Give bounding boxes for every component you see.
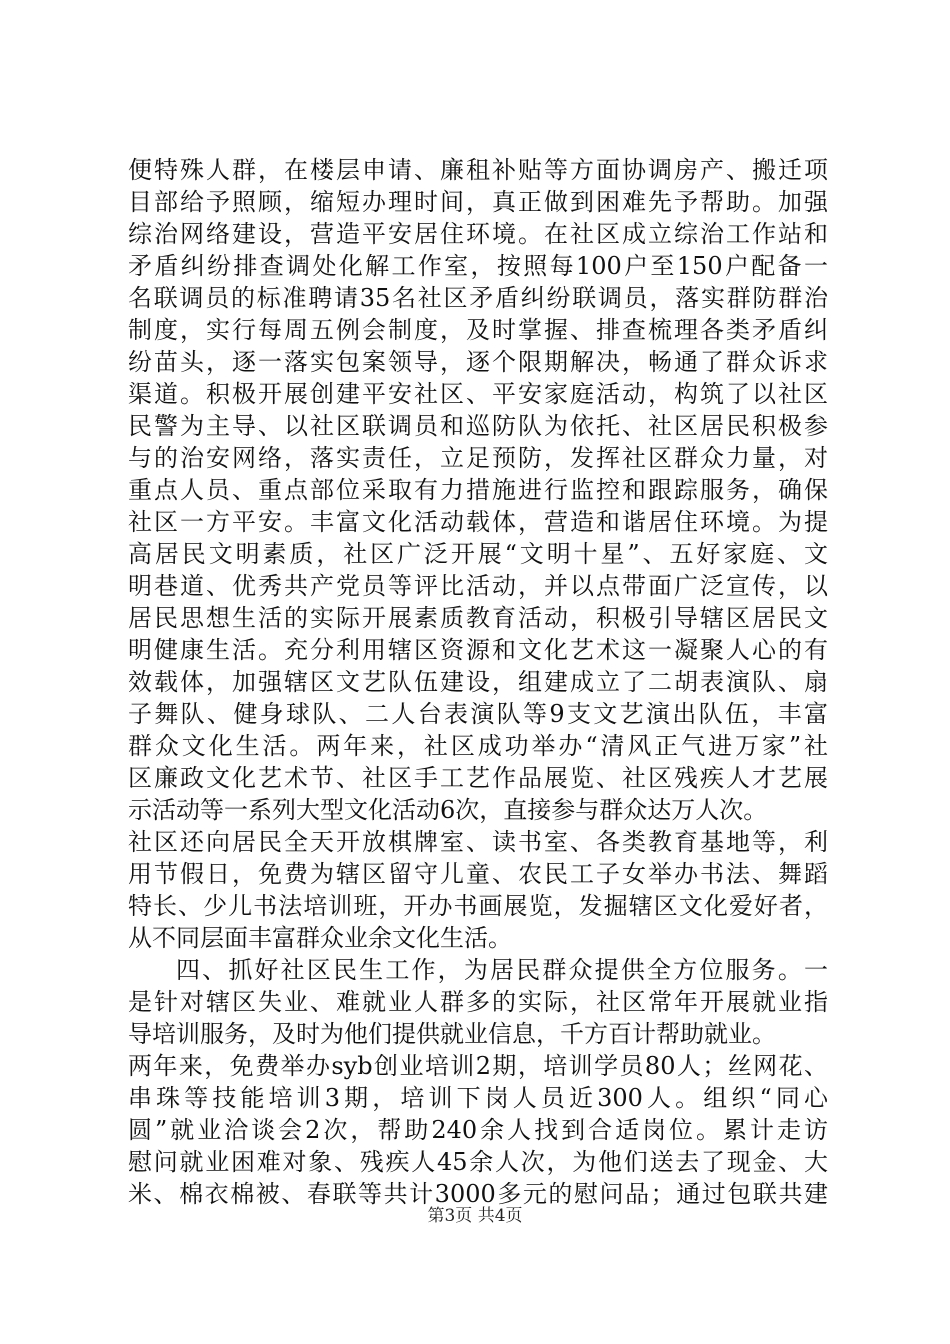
text-line: 社区一方平安。丰富文化活动载体，营造和谐居住环境。为提 bbox=[128, 508, 828, 536]
text-line: 居民思想生活的实际开展素质教育活动，积极引导辖区居民文 bbox=[128, 604, 828, 632]
text-line: 制度，实行每周五例会制度，及时掌握、排查梳理各类矛盾纠 bbox=[128, 316, 828, 344]
text-line: 四、抓好社区民生工作，为居民群众提供全方位服务。一 bbox=[176, 956, 828, 984]
text-line: 子舞队、健身球队、二人台表演队等9支文艺演出队伍，丰富 bbox=[128, 700, 828, 728]
text-line: 圆”就业洽谈会2次，帮助240余人找到合适岗位。累计走访 bbox=[128, 1116, 828, 1144]
page-number: 第3页 共4页 bbox=[427, 1206, 523, 1226]
text-line: 便特殊人群，在楼层申请、廉租补贴等方面协调房产、搬迁项 bbox=[128, 156, 828, 184]
text-line: 重点人员、重点部位采取有力措施进行监控和跟踪服务，确保 bbox=[128, 476, 828, 504]
text-line: 导培训服务，及时为他们提供就业信息，千方百计帮助就业。 bbox=[128, 1020, 776, 1048]
text-line: 示活动等一系列大型文化活动6次，直接参与群众达万人次。 bbox=[128, 796, 768, 824]
text-line: 特长、少儿书法培训班，开办书画展览，发掘辖区文化爱好者， bbox=[128, 892, 828, 920]
text-line: 明巷道、优秀共产党员等评比活动，并以点带面广泛宣传，以 bbox=[128, 572, 828, 600]
text-line: 串珠等技能培训3期，培训下岗人员近300人。组织“同心 bbox=[128, 1084, 828, 1112]
text-line: 高居民文明素质，社区广泛开展“文明十星”、五好家庭、文 bbox=[128, 540, 828, 568]
text-line: 社区还向居民全天开放棋牌室、读书室、各类教育基地等，利 bbox=[128, 828, 828, 856]
text-line: 两年来，免费举办syb创业培训2期，培训学员80人；丝网花、 bbox=[128, 1052, 828, 1080]
text-line: 渠道。积极开展创建平安社区、平安家庭活动，构筑了以社区 bbox=[128, 380, 828, 408]
body-text bbox=[128, 154, 828, 1210]
page-footer bbox=[0, 1204, 950, 1228]
text-line: 从不同层面丰富群众业余文化生活。 bbox=[128, 924, 512, 952]
text-line: 是针对辖区失业、难就业人群多的实际，社区常年开展就业指 bbox=[128, 988, 828, 1016]
text-line: 明健康生活。充分利用辖区资源和文化艺术这一凝聚人心的有 bbox=[128, 636, 828, 664]
text-line: 与的治安网络，落实责任，立足预防，发挥社区群众力量，对 bbox=[128, 444, 828, 472]
text-line: 区廉政文化艺术节、社区手工艺作品展览、社区残疾人才艺展 bbox=[128, 764, 828, 792]
text-line: 综治网络建设，营造平安居住环境。在社区成立综治工作站和 bbox=[128, 220, 828, 248]
text-line: 用节假日，免费为辖区留守儿童、农民工子女举办书法、舞蹈 bbox=[128, 860, 828, 888]
text-line: 纷苗头，逐一落实包案领导，逐个限期解决，畅通了群众诉求 bbox=[128, 348, 828, 376]
text-line: 民警为主导、以社区联调员和巡防队为依托、社区居民积极参 bbox=[128, 412, 828, 440]
text-line: 效载体，加强辖区文艺队伍建设，组建成立了二胡表演队、扇 bbox=[128, 668, 828, 696]
text-line: 名联调员的标准聘请35名社区矛盾纠纷联调员，落实群防群治 bbox=[128, 284, 828, 312]
text-line: 米、棉衣棉被、春联等共计3000多元的慰问品；通过包联共建 bbox=[128, 1180, 828, 1208]
text-line: 慰问就业困难对象、残疾人45余人次，为他们送去了现金、大 bbox=[128, 1148, 828, 1176]
text-line: 矛盾纠纷排查调处化解工作室，按照每100户至150户配备一 bbox=[128, 252, 828, 280]
text-line: 目部给予照顾，缩短办理时间，真正做到困难先予帮助。加强 bbox=[128, 188, 828, 216]
text-line: 群众文化生活。两年来，社区成功举办“清风正气进万家”社 bbox=[128, 732, 828, 760]
